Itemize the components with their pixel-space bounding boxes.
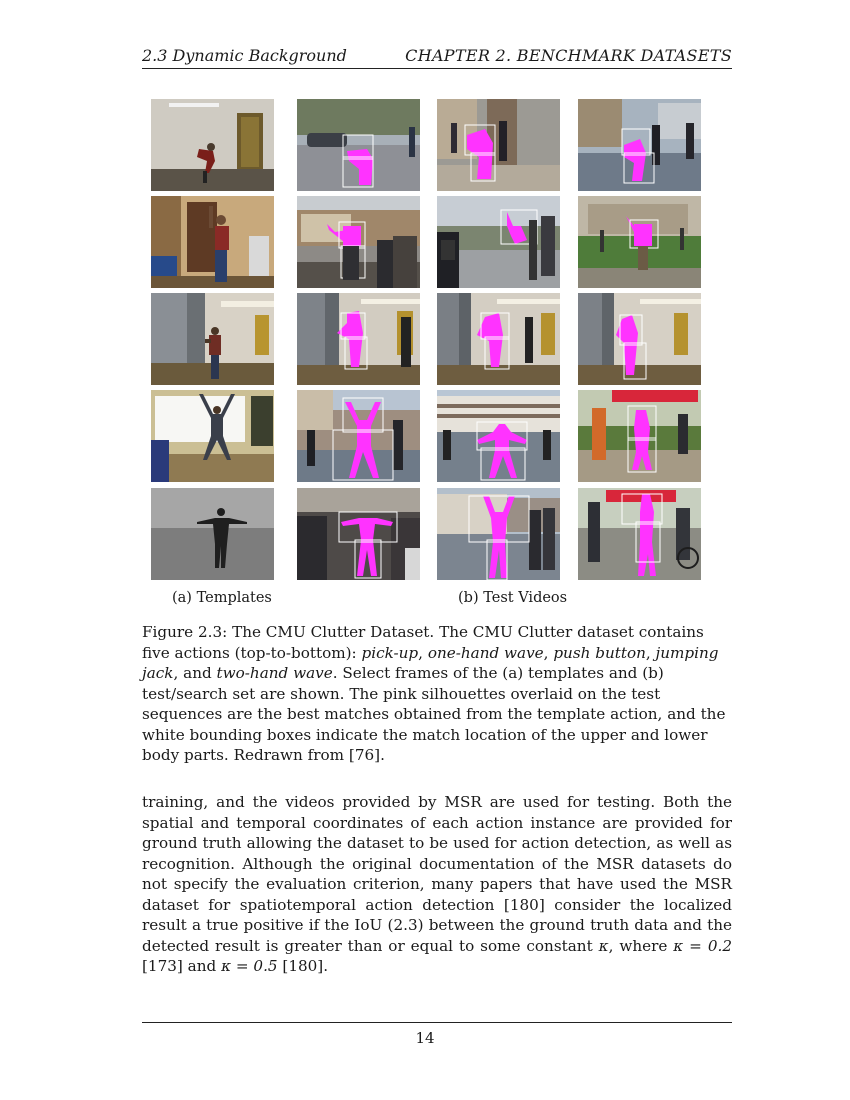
action-pick-up: pick-up <box>361 643 419 662</box>
header-section: 2.3 Dynamic Background <box>142 46 347 65</box>
test-jumpingjack-frame-1 <box>297 390 420 482</box>
template-pickup-frame <box>151 99 274 191</box>
caption-tail: . Select frames of the (a) templates and (b) test/search set are shown. The pink silhouettes overlaid on the test sequences are the best matches obtained from the template action, and the white bounding boxes indicate the match location of the upper and lower body parts. Redrawn from [76]. <box>142 664 726 764</box>
test-onehandwave-frame-3 <box>578 196 701 288</box>
test-pickup-frame-3 <box>578 99 701 191</box>
kappa-symbol: κ <box>598 936 609 955</box>
template-onehandwave-frame <box>151 196 274 288</box>
test-pickup-frame-2 <box>437 99 560 191</box>
action-two-hand-wave: two-hand wave <box>216 664 333 682</box>
test-twohandwave-frame-3 <box>578 488 701 580</box>
action-one-hand-wave: one-hand wave <box>427 643 544 662</box>
test-pushbutton-frame-3 <box>578 293 701 385</box>
subcaption-templates: (a) Templates <box>172 590 272 606</box>
action-push-button: push button <box>553 643 646 662</box>
template-twohandwave-frame <box>151 488 274 580</box>
kappa-equation-1: κ = 0.2 <box>673 936 732 955</box>
header-chapter: CHAPTER 2. BENCHMARK DATASETS <box>405 46 732 65</box>
test-pushbutton-frame-2 <box>437 293 560 385</box>
footer-rule <box>142 1022 732 1023</box>
test-onehandwave-frame-2 <box>437 196 560 288</box>
test-jumpingjack-frame-2 <box>437 390 560 482</box>
test-twohandwave-frame-2 <box>437 488 560 580</box>
header-rule <box>142 68 732 69</box>
caption-lead: Figure 2.3: The CMU Clutter Dataset. The CMU Clutter dataset contains five actions (top-to-bottom): <box>142 623 704 662</box>
template-jumpingjack-frame <box>151 390 274 482</box>
figure-caption: Figure 2.3: The CMU Clutter Dataset. The CMU Clutter dataset contains five actions (top-to-bottom): pick-up, one-hand wave, push button, jumping jack, and two-hand wave. Select frames of the (a) templates and (b) test/search set are shown. The pink silhouettes overlaid on the test sequences are the best matches obtained from the template action, and the white bounding boxes indicate the match location of the upper and lower body parts. Redrawn from [76]. <box>142 623 726 764</box>
subcaption-test-videos: (b) Test Videos <box>458 590 568 606</box>
paragraph-pre: training, and the videos provided by MSR are used for testing. Both the spatial and temporal coordinates of each action instance are provided for ground truth allowing the dataset to be used for action detection, as well as recognition. Although the original documentation of the MSR datasets do not specify the evaluation criterion, many papers that have used the MSR dataset for spatiotemporal action detection [180] consider the localized result a true positive if the IoU (2.3) between the ground truth data and the detected result is greater than or equal to some constant <box>142 793 732 955</box>
body-paragraph <box>142 792 732 977</box>
test-onehandwave-frame-1 <box>297 196 420 288</box>
test-pushbutton-frame-1 <box>297 293 420 385</box>
running-header <box>142 46 732 68</box>
test-jumpingjack-frame-3 <box>578 390 701 482</box>
paragraph-mid: , where <box>608 936 674 955</box>
kappa-equation-2: κ = 0.5 <box>221 957 278 975</box>
test-pickup-frame-1 <box>297 99 420 191</box>
paragraph-end: [180]. <box>277 957 329 975</box>
template-pushbutton-frame <box>151 293 274 385</box>
paragraph-mid2: [173] and <box>142 957 222 975</box>
page-number: 14 <box>415 1029 435 1047</box>
action-jumping-jack: jumping jack <box>142 643 719 682</box>
test-twohandwave-frame-1 <box>297 488 420 580</box>
